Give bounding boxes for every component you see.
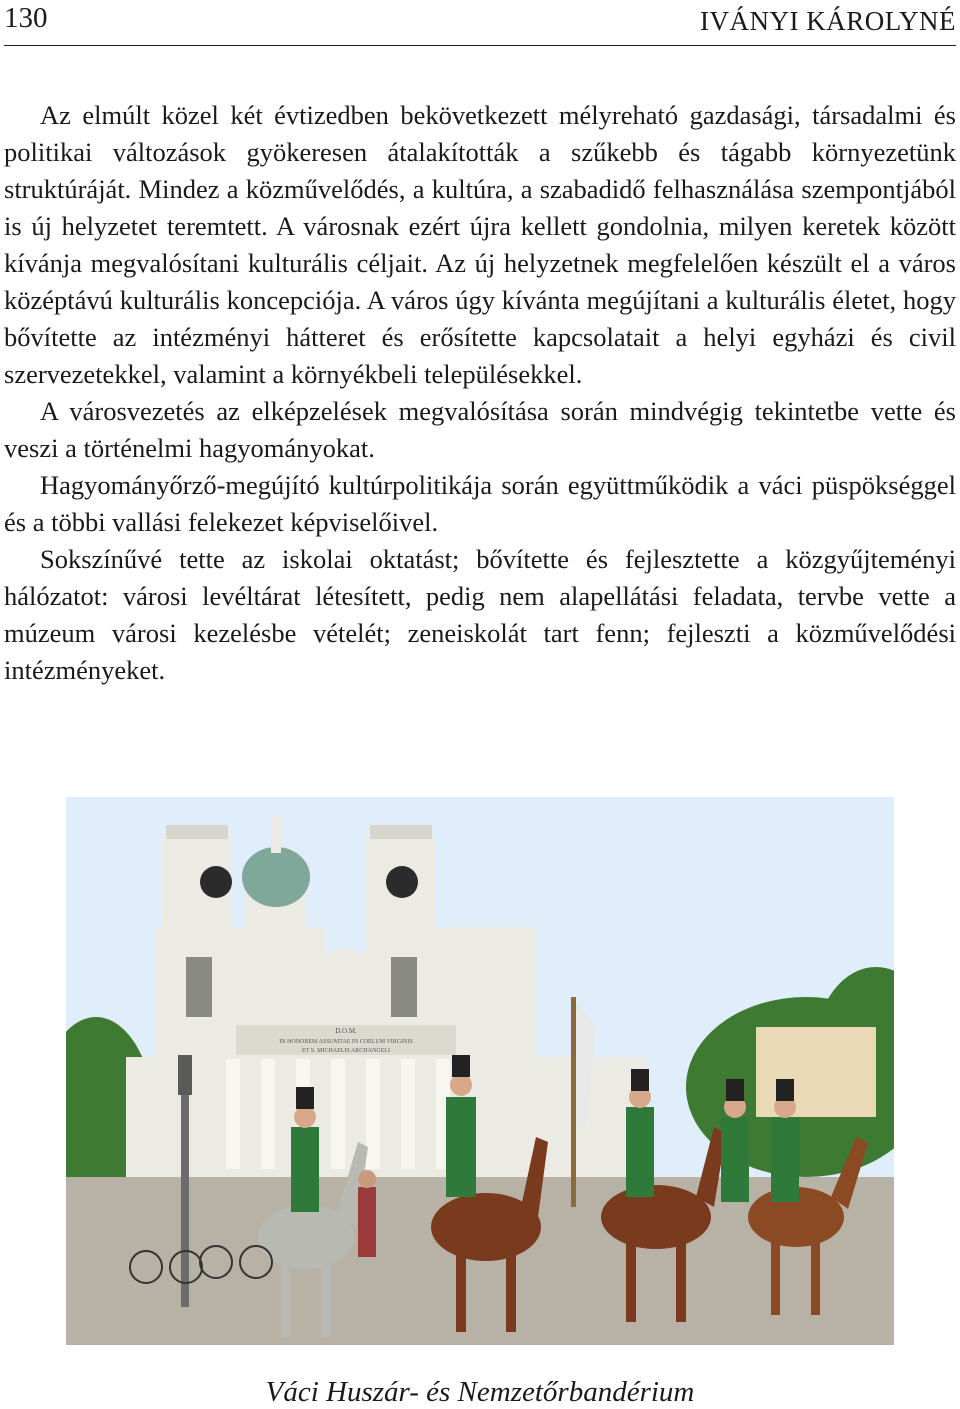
bystander-head [358, 1170, 376, 1188]
paragraph-2: A városvezetés az elképzelések megvalósítása során mindvégig tekintetbe vette és veszi a történelmi hagyományokat. [4, 396, 956, 463]
running-head-author: IVÁNYI KÁROLYNÉ [699, 6, 956, 36]
running-header [4, 2, 956, 40]
paragraph-4: Sokszínűvé tette az iskolai oktatást; bővítette és fejlesztette a közgyűjteményi hálózatot: városi levéltárat létesített, pedig nem alapellátási feladata, tervbe vette a múzeum városi kezelésbe vételét; zeneiskolát tart fenn; fejleszti a közművelődési intézményeket. [4, 544, 956, 685]
signpost-sign [178, 1055, 192, 1095]
right-tower-cornice [370, 825, 432, 839]
flag-pole [571, 997, 576, 1207]
page-number: 130 [4, 2, 48, 34]
header-rule [4, 45, 956, 46]
left-clock-face [200, 866, 232, 898]
photo-illustration [66, 797, 894, 1345]
left-tower-cornice [166, 825, 228, 839]
inscription-line-3: ET S. MICHAELIS ARCHANGELI [302, 1048, 390, 1054]
left-window [186, 957, 212, 1017]
right-window [391, 957, 417, 1017]
photo-caption: Váci Huszár- és Nemzetőrbandérium [265, 1376, 695, 1408]
inscription-line-1: D.O.M. [335, 1027, 357, 1035]
body-text [4, 97, 956, 689]
dome-lantern [271, 817, 281, 853]
right-clock-face [386, 866, 418, 898]
dome [242, 847, 310, 907]
paragraph-3: Hagyományőrző-megújító kultúrpolitikája során együttműködik a váci püspökséggel és a többi vallási felekezet képviselőivel. [4, 470, 956, 537]
inscription-line-2: IN HONOREM ASSUMTAE IN COELUM VIRGINIS [279, 1039, 413, 1045]
bystander [358, 1187, 376, 1257]
cathedral-hussars-photo [66, 797, 894, 1345]
paragraph-1: Az elmúlt közel két évtizedben bekövetkezett mélyreható gazdasági, társadalmi és politikai változások gyökeresen átalakították a szűkebb és tágabb környezetünk struktúráját. Mindez a közművelődés, a kultúra, a szabadidő felhasználása szempontjából is új helyzetet teremtett. A városnak ezért újra kellett gondolnia, milyen keretek között kívánja megvalósítani kulturális céljait. Az új helyzetnek megfelelően készült el a város középtávú kulturális koncepciója. A város úgy kívánta megújítani a kulturális életet, hogy bővítette az intézményi hátteret és erősítette kapcsolatait a helyi egyházi és civil szervezetekkel, valamint a környékbeli településekkel. [4, 100, 956, 389]
side-building [756, 1027, 876, 1117]
cathedral-wing [126, 1057, 646, 1177]
